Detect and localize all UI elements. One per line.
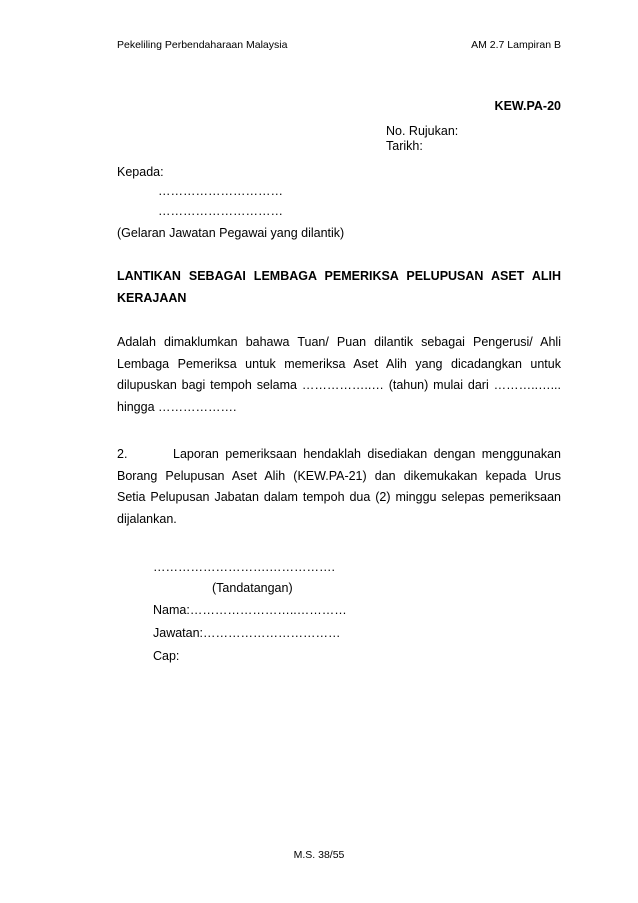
paragraph-2-line-3: Setia Pelupusan Jabatan dalam tempoh dua (2) minggu selepas pemeriksaan: [117, 490, 561, 504]
paragraph-1-line-3: dilupuskan bagi tempoh selama ……………..… (tahun) mulai dari ………..…...: [117, 378, 561, 392]
form-code: KEW.PA-20: [494, 99, 561, 113]
letter-title: [117, 266, 561, 309]
page-number: M.S. 38/55: [293, 849, 345, 861]
recipient-line-2: …………………………: [158, 204, 283, 218]
recipient-note: (Gelaran Jawatan Pegawai yang dilantik): [117, 226, 345, 240]
header-left: Pekeliling Perbendaharaan Malaysia: [117, 39, 288, 51]
letter-title-line-1: LANTIKAN SEBAGAI LEMBAGA PEMERIKSA PELUPUSAN ASET ALIH: [117, 269, 561, 283]
paragraph-1: [117, 332, 561, 418]
paragraph-2: [117, 444, 561, 530]
paragraph-2-line-1-text: Laporan pemeriksaan hendaklah disediakan dengan menggunakan: [173, 447, 561, 461]
signature-label: (Tandatangan): [212, 581, 293, 595]
letter-title-line-2: KERAJAAN: [117, 290, 187, 305]
paragraph-2-line-1: [117, 444, 561, 466]
paragraph-1-line-1: Adalah dimaklumkan bahawa Tuan/ Puan dilantik sebagai Pengerusi/ Ahli: [117, 335, 561, 349]
paragraph-2-line-2: Borang Pelupusan Aset Alih (KEW.PA-21) dan dikemukakan kepada Urus: [117, 468, 561, 483]
signatory-position: Jawatan:……………………………: [153, 626, 341, 640]
paragraph-2-number: 2.: [117, 447, 128, 461]
header-right: AM 2.7 Lampiran B: [471, 39, 561, 51]
recipient-line-1: …………………………: [158, 184, 283, 198]
date-label: Tarikh:: [386, 139, 423, 153]
official-stamp: Cap:: [153, 649, 180, 663]
paragraph-1-line-2: Lembaga Pemeriksa untuk memeriksa Aset Alih yang dicadangkan untuk: [117, 356, 561, 371]
recipient-label: Kepada:: [117, 165, 164, 179]
paragraph-2-line-4: dijalankan.: [117, 511, 177, 526]
reference-number-label: No. Rujukan:: [386, 124, 459, 138]
paragraph-1-line-4: hingga ……………….: [117, 399, 237, 414]
signatory-name: Nama:……………………..…………: [153, 603, 347, 617]
signature-line: ……………………….…………….: [153, 560, 335, 574]
